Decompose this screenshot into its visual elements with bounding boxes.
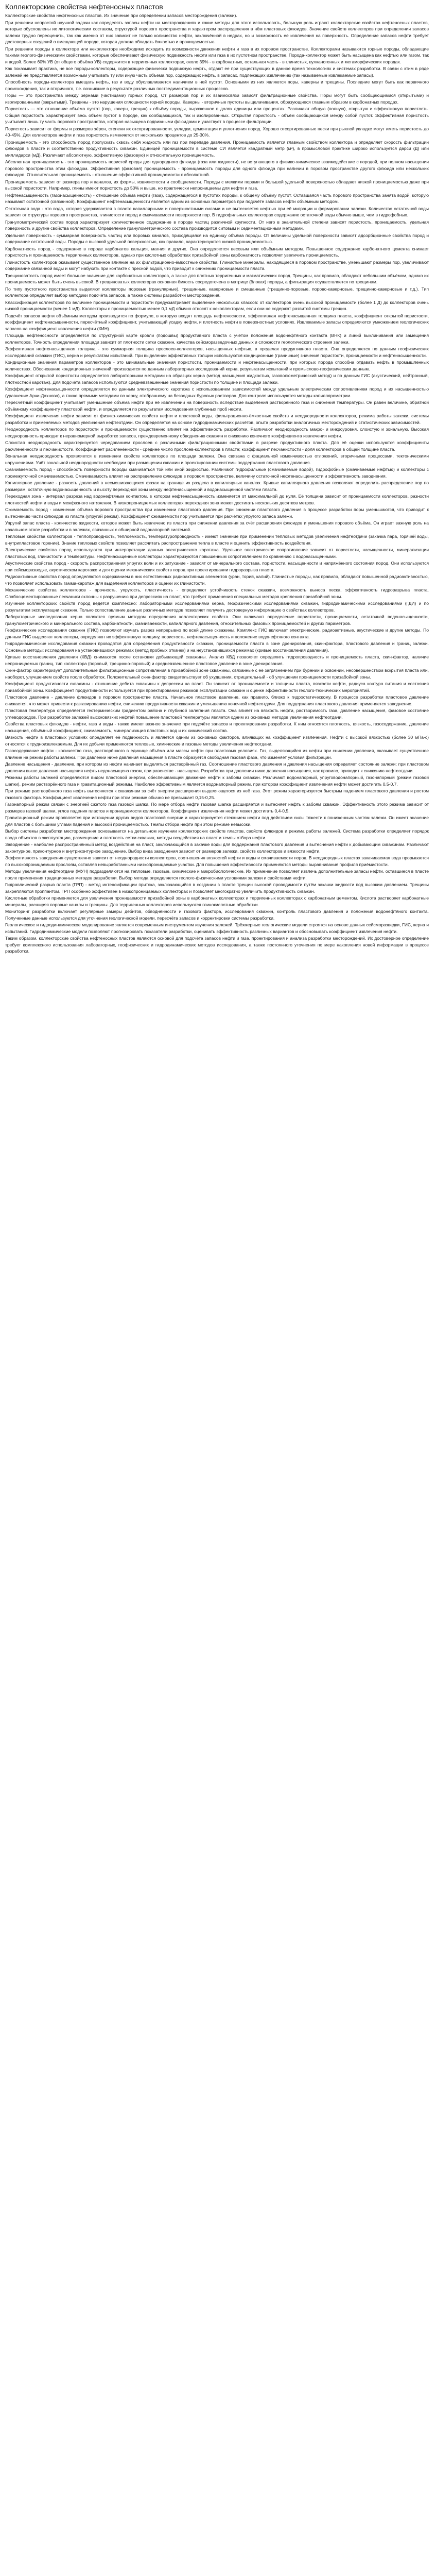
paragraph: Остаточная вода - это вода, которая удерживается в пласте капиллярными и поверхностными силами и не вытесняется нефтью при её миграции и формировании залежи. Количество остаточной воды зависит от структуры порового пространства, глинистости пород и смачиваемости поверхности пор. В гидрофильных коллекторах содержание остаточной воды обычно выше, чем в гидрофобных. [5, 206, 429, 217]
paragraph: Эффективность заводнения существенно зависит от неоднородности коллекторов, соотношения вязкостей нефти и воды и смачиваемости пород. В неоднородных пластах закачиваемая вода прорывается по высокопроницаемым прослоям, оставляя невыработанными низкопроницаемые участки. Для повышения эффективности применяются методы выравнивания профиля приёмистости. [5, 855, 429, 867]
paragraph: Коэффициент извлечения нефти зависит от физико-химических свойств нефти и пластовой воды, фильтрационно-ёмкостных свойств и неоднородности коллекторов, режима работы залежи, системы разработки и применяемых методов увеличения нефтеотдачи. Он определяется на основе гидродинамических расчётов, опыта разработки аналогичных месторождений и статистических зависимостей. [5, 413, 429, 425]
paragraph: Поры — это пространства между зёрнами (частицами) горных пород. От размеров пор и их взаимосвязи зависят фильтрационные свойства. Поры могут быть сообщающимися (открытыми) и изолированными (закрытыми). Трещины - это нарушения сплошности горной породы. Каверны - вторичные пустоты выщелачивания, образующиеся главным образом в карбонатных породах. [5, 93, 429, 105]
paragraph: Тепловые свойства коллекторов - теплопроводность, теплоёмкость, температуропроводность - имеют значение при применении тепловых методов увеличения нефтеотдачи (закачка пара, горячей воды, внутрипластовое горение). Знание тепловых свойств позволяет рассчитать распространение тепла в пласте и оценить эффективность воздействия. [5, 534, 429, 546]
paragraph: Геофизические исследования скважин (ГИС) позволяют изучать разрез непрерывно по всей длине скважины. Комплекс ГИС включает электрические, радиоактивные, акустические и другие методы. По данным ГИС выделяют коллекторы, определяют их эффективную толщину, пористость, нефтенасыщенность и положение водонефтяного контакта. [5, 628, 429, 639]
paragraph: Проницаемость зависит от размера пор и каналов, их формы, извилистости и сообщаемости. Породы с мелкими порами и большой удельной поверхностью обладают низкой проницаемостью даже при высокой пористости. Например, глины имеют пористость до 50% и выше, но практически непроницаемы для нефти и газа. [5, 179, 429, 191]
paragraph: Пористость зависит от формы и размеров зёрен, степени их отсортированности, укладки, цементации и уплотнения пород. Хорошо отсортированные пески при рыхлой укладке могут иметь пористость до 40-45%. Для коллекторов нефти и газа пористость изменяется от нескольких процентов до 25-30%. [5, 126, 429, 138]
paragraph: Капиллярное давление - разность давлений в несмешивающихся фазах на границе их раздела в капиллярных каналах. Кривые капиллярного давления позволяют определить распределение пор по размерам, остаточную водонасыщенность и высоту переходной зоны между нефтенасыщенной и водонасыщенной частями пласта. [5, 480, 429, 492]
paragraph: Зональная неоднородность проявляется в изменении свойств коллекторов по площади залежи. Она связана с фациальной изменчивостью отложений, вторичными процессами, тектоническими нарушениями. Учёт зональной неоднородности необходим при размещении скважин и проектировании системы поддержания пластового давления. [5, 453, 429, 465]
paragraph: Неоднородность коллекторов по пористости и проницаемости существенно влияет на эффективность разработки. Различают неоднородность макро- и микроуровня, слоистую и зональную. Высокая неоднородность приводит к неравномерной выработке запасов, преждевременному обводнению скважин и снижению конечного коэффициента извлечения нефти. [5, 427, 429, 438]
paragraph: Выбор системы разработки месторождения основывается на детальном изучении коллекторских свойств пластов, свойств флюидов и режима работы залежей. Система разработки определяет порядок ввода объектов в эксплуатацию, размещение и плотность сетки скважин, методы воздействия на пласт и темпы отбора нефти. [5, 828, 429, 840]
paragraph: Электрические свойства пород используются при интерпретации данных электрического каротажа. Удельное электрическое сопротивление зависит от пористости, насыщенности, минерализации пластовых вод, глинистости и температуры. Нефтенасыщенные коллекторы характеризуются повышенным сопротивлением по сравнению с водонасыщенными. [5, 547, 429, 559]
paragraph: Гидравлический разрыв пласта (ГРП) - метод интенсификации притока, заключающийся в создании в пласте трещин высокой проводимости путём закачки жидкости под высоким давлением. Трещины закрепляются проппантом. ГРП особенно эффективен в низкопроницаемых коллекторах и позволяет многократно увеличить продуктивность скважин. [5, 882, 429, 894]
paragraph: Гидродинамические исследования скважин проводятся для определения продуктивности скважин, проницаемости пласта в зоне дренирования, скин-фактора, пластового давления и границ залежи. Основные методы: исследования на установившихся режимах (метод пробных откачек) и на неустановившихся режимах (кривые восстановления давления). [5, 641, 429, 653]
paragraph: Радиоактивные свойства пород определяются содержанием в них естественных радиоактивных элементов (уран, торий, калий). Глинистые породы, как правило, обладают повышенной радиоактивностью, что позволяет использовать гамма-каротаж для выделения коллекторов и оценки их глинистости. [5, 574, 429, 586]
paragraph: Слоистая неоднородность характеризуется чередованием прослоев с различными фильтрационными свойствами в разрезе продуктивного пласта. Для её оценки используются коэффициенты расчленённости и песчанистости. Коэффициент расчленённости - среднее число прослоев-коллекторов в пласте; коэффициент песчанистости - доля коллекторов в общей толщине пласта. [5, 440, 429, 452]
document-page [0, 0, 436, 960]
paragraph: Нефтенасыщенность (газонасыщенность) - отношение объёма нефти (газа), содержащегося в пустотах породы, к общему объёму пустот. Оставшаяся часть порового пространства занята водой, которую называют остаточной (связанной). Коэффициент нефтенасыщенности является одним из основных параметров при подсчёте запасов нефти объёмным методом. [5, 192, 429, 204]
paragraph: Скин-фактор характеризует дополнительные фильтрационные сопротивления в призабойной зоне скважины, связанные с её загрязнением при бурении и освоении, несовершенством вскрытия пласта или, наоборот, улучшением свойств после обработок. Положительный скин-фактор свидетельствует об ухудшении, отрицательный - об улучшении проницаемости призабойной зоны. [5, 668, 429, 680]
paragraph: Классификация коллекторов по величине проницаемости и пористости предусматривает выделение нескольких классов: от коллекторов очень высокой проницаемости (более 1 Д) до коллекторов очень низкой проницаемости (менее 1 мД). Коллекторы с проницаемостью менее 0,1 мД обычно относят к неколлекторам, если они не содержат развитой системы трещин. [5, 299, 429, 311]
paragraph: Методы увеличения нефтеотдачи (МУН) подразделяются на тепловые, газовые, химические и микробиологические. Их применение позволяет извлечь дополнительные запасы нефти, оставшиеся в пласте после применения традиционных методов разработки. Выбор метода определяется геолого-физическими условиями залежи и свойствами нефти. [5, 869, 429, 880]
paragraph: Изучение коллекторских свойств пород ведётся комплексно: лабораторными исследованиями керна, геофизическими исследованиями скважин, гидродинамическими исследованиями (ГДИ) и по результатам эксплуатации скважин. Только сопоставление данных различных методов позволяет получить достоверную информацию о свойствах коллекторов. [5, 601, 429, 613]
paragraph: Кондиционные значения параметров коллекторов - это минимальные значения пористости, проницаемости и нефтенасыщенности, при которых порода способна отдавать нефть в промышленных количествах. Обоснование кондиционных значений производится по данным лабораторных исследований керна, результатам испытаний и промыслово-геофизическим данным. [5, 360, 429, 371]
paragraph: Коллекторские свойства нефтеносных пластов. Их значение при определении запасов месторождения (залежи). [5, 13, 237, 18]
paragraph: Пластовое давление - давление флюидов в поровом пространстве пласта. Начальное пластовое давление, как правило, близко к гидростатическому. В процессе разработки пластовое давление снижается, что может привести к разгазированию нефти, снижению продуктивности скважин и уменьшению конечной нефтеотдачи. Для поддержания пластового давления применяется заводнение. [5, 694, 429, 706]
paragraph: Гранулометрический состав пород характеризует количественное содержание в породе частиц различной крупности. От него в значительной степени зависят пористость, проницаемость, удельная поверхность и другие свойства коллекторов. Определение гранулометрического состава производится ситовым и седиментационным методами. [5, 219, 429, 231]
paragraph: Глинистость коллекторов оказывает существенное влияние на их фильтрационно-ёмкостные свойства. Глинистые минералы, находящиеся в поровом пространстве, уменьшают размеры пор, увеличивают содержание связанной воды и могут набухать при контакте с пресной водой, что приводит к снижению проницаемости пласта. [5, 259, 429, 271]
paragraph: Механические свойства коллекторов - прочность, упругость, пластичность - определяют устойчивость стенок скважин, возможность выноса песка, эффективность гидроразрыва пласта. Слабосцементированные песчаники склонны к разрушению при депрессиях на пласт, что требует применения специальных методов крепления призабойной зоны. [5, 587, 429, 599]
paragraph: Площадь нефтеносности определяется по структурной карте кровли (подошвы) продуктивного пласта с учётом положения водонефтяного контакта (ВНК) и линий выклинивания или замещения коллекторов. Точность определения площади зависит от плотности сетки скважин, качества сейсморазведочных данных и сложности геологического строения залежи. [5, 333, 429, 345]
paragraph: Геологическое и гидродинамическое моделирование является современным инструментом изучения залежей. Трёхмерные геологические модели строятся на основе данных сейсморазведки, ГИС, керна и испытаний. Гидродинамические модели позволяют прогнозировать показатели разработки, оценивать эффективность различных вариантов и обосновывать коэффициент извлечения нефти. [5, 922, 429, 934]
paragraph: Свойства пластовых флюидов - нефти, газа и воды - также имеют важное значение при подсчёте запасов и проектировании разработки. К ним относятся плотность, вязкость, газосодержание, давление насыщения, объёмный коэффициент, сжимаемость, минерализация пластовых вод и их химический состав. [5, 721, 429, 733]
paragraph: Таким образом, коллекторские свойства нефтеносных пластов являются основой для подсчёта запасов нефти и газа, проектирования и анализа разработки месторождений. Их достоверное определение требует комплексного использования лабораторных, геофизических и гидродинамических методов исследования, а также постоянного уточнения по мере накопления новой информации в процессе разработки. [5, 936, 429, 954]
paragraph: При решении породы в коллекторе или неколлекторе необходимо исходить из возможности движения нефти и газа в их поровом пространстве. Коллекторами называются горные породы, обладающие такими геолого-физическими свойствами, которые обеспечивают физическую подвижность нефти или газа в их пустотном пространстве. Порода-коллектор может быть насыщена как нефтью или газом, так и водой. Более 60% УВ (от общего объёма УВ) содержится в терригенных коллекторах, около 39% - в карбонатных, остальная часть - в глинистых, вулканогенных и метаморфических породах. [5, 46, 429, 64]
paragraph: Трещиноватость пород имеет большое значение для карбонатных коллекторов, а также для плотных терригенных и магматических пород. Трещины, как правило, обладают небольшим объёмом, однако их проницаемость может быть очень высокой. В трещиноватых коллекторах основная ёмкость сосредоточена в матрице (блоках) породы, а фильтрация осуществляется по трещинам. [5, 273, 429, 284]
paragraph: Гравитационный режим проявляется при истощении других видов пластовой энергии и характеризуется стеканием нефти под действием силы тяжести к пониженным частям залежи. Он имеет значение для пластов с большими углами падения и высокой проницаемостью. Темпы отбора нефти при этом режиме невысоки. [5, 815, 429, 827]
paragraph: Эффективная нефтенасыщенная толщина - это суммарная толщина прослоев-коллекторов, насыщенных нефтью, в пределах продуктивного пласта. Она определяется по данным геофизических исследований скважин (ГИС), керна и результатам испытаний. При выделении эффективных толщин используются кондиционные (граничные) значения пористости, проницаемости и нефтенасыщенности. [5, 346, 429, 358]
paragraph: Карбонатность пород - содержание в породе карбонатов кальция, магния и других. Она определяется весовым или объёмным методом. Повышенное содержание карбонатного цемента снижает пористость и проницаемость терригенных коллекторов, однако при кислотных обработках призабойной зоны карбонатность позволяет увеличить проницаемость. [5, 246, 429, 258]
paragraph: Пористость — это отношение объёма пустот (пор, каверн, трещин) к объёму породы, выраженное в долях единицы или процентах. Различают общую (полную), открытую и эффективную пористость. Общая пористость характеризует весь объём пустот в породе, как сообщающихся, так и изолированных. Открытая пористость - объём сообщающихся между собой пустот. Эффективная пористость учитывает лишь ту часть порового пространства, которая насыщена подвижными флюидами и участвует в процессе фильтрации. [5, 106, 429, 124]
paragraph: Сжимаемость пород - изменение объёма порового пространства при изменении пластового давления. При снижении пластового давления в процессе разработки поры уменьшаются, что приводит к вытеснению части флюидов из пласта (упругий режим). Коэффициент сжимаемости пор учитывается при расчётах упругого запаса залежи. [5, 507, 429, 519]
paragraph: Упругий запас пласта - количество жидкости, которое может быть извлечено из пласта при снижении давления за счёт расширения флюидов и уменьшения порового объёма. Он играет важную роль на начальном этапе разработки и в залежах, связанных с обширной водонапорной системой. [5, 520, 429, 532]
paragraph: Смачиваемость пород - способность поверхности породы смачиваться той или иной жидкостью. Различают гидрофильные (смачиваемые водой), гидрофобные (смачиваемые нефтью) и коллекторы с промежуточной смачиваемостью. Смачиваемость влияет на распределение флюидов в поровом пространстве, величину остаточной нефтенасыщенности и эффективность заводнения. [5, 467, 429, 479]
paragraph: При режиме растворённого газа нефть вытесняется к скважинам за счёт энергии расширения выделяющегося из неё газа. Этот режим характеризуется быстрым падением пластового давления и ростом газового фактора. Коэффициент извлечения нефти при этом режиме обычно не превышает 0,15-0,25. [5, 788, 429, 800]
paragraph: Газонапорный режим связан с энергией сжатого газа газовой шапки. По мере отбора нефти газовая шапка расширяется и вытесняет нефть к забоям скважин. Эффективность этого режима зависит от размеров газовой шапки, углов падения пластов и проницаемости коллекторов. Коэффициент извлечения нефти может достигать 0,4-0,5. [5, 802, 429, 814]
article-body [5, 12, 429, 955]
paragraph: Коэффициент открытой пористости определяется лабораторными методами на образцах керна (метод насыщения жидкостью, газоволюметрический метод) и по данным ГИС (акустический, нейтронный, плотностной каротаж). Для подсчёта запасов используются средневзвешенные значения пористости по толщине и площади залежи. [5, 373, 429, 385]
page-title: Коллекторские свойства нефтеносных пластов [5, 3, 163, 11]
paragraph: Мониторинг разработки включает регулярные замеры дебитов, обводнённости и газового фактора, исследования скважин, контроль пластового давления и положения водонефтяного контакта. Полученные данные используются для уточнения геологической модели, пересчёта запасов и корректировки системы разработки. [5, 909, 429, 921]
paragraph: Коэффициент нефтенасыщенности определяется по данным электрического каротажа с использованием зависимостей между удельным электрическим сопротивлением пород и их насыщенностью (уравнение Арчи-Дахнова), а также прямыми методами по керну, отобранному на безводных буровых растворах. Для контроля используются методы капиллярометрии. [5, 386, 429, 398]
paragraph: Акустические свойства пород - скорость распространения упругих волн и их затухание - зависят от минерального состава, пористости, насыщенности и напряжённого состояния пород. Они используются при сейсморазведке, акустическом каротаже и для оценки механических свойств пород при проектировании гидроразрыва пласта. [5, 561, 429, 572]
paragraph: Режимы работы залежей определяются видом пластовой энергии, обеспечивающей движение нефти к забоям скважин. Различают водонапорный, упруговодонапорный, газонапорный (режим газовой шапки), режим растворённого газа и гравитационный режимы. Наиболее эффективным является водонапорный режим, при котором коэффициент извлечения нефти может достигать 0,5-0,7. [5, 775, 429, 787]
paragraph: Кривые восстановления давления (КВД) снимаются после остановки добывающей скважины. Анализ КВД позволяет определить гидропроводность и проницаемость пласта, скин-фактор, наличие непроницаемых границ, тип коллектора (поровый, трещинно-поровый) и средневзвешенное пластовое давление в зоне дренирования. [5, 654, 429, 666]
paragraph: Пересчётный коэффициент учитывает уменьшение объёма нефти при её извлечении на поверхность вследствие выделения растворённого газа и снижения температуры. Он равен величине, обратной объёмному коэффициенту пластовой нефти, и определяется по результатам исследования глубинных проб нефти. [5, 400, 429, 412]
paragraph: Заводнение - наиболее распространённый метод воздействия на пласт, заключающийся в закачке воды для поддержания пластового давления и вытеснения нефти к добывающим скважинам. Различают законтурное, приконтурное и внутриконтурное заводнение. Выбор вида заводнения зависит от размеров залежи, свойств коллекторов и вязкости нефти. [5, 842, 429, 854]
paragraph: Удельная поверхность - суммарная поверхность частиц или поровых каналов, приходящаяся на единицу объёма породы. От величины удельной поверхности зависят адсорбционные свойства пород и содержание остаточной воды. Породы с высокой удельной поверхностью, как правило, характеризуются низкой проницаемостью. [5, 232, 429, 244]
paragraph: Вязкость нефти в пластовых условиях определяет её подвижность и является одним из основных факторов, влияющих на коэффициент извлечения. Нефти с высокой вязкостью (более 30 мПа·с) относятся к трудноизвлекаемым. Для их добычи применяются тепловые, химические и газовые методы увеличения нефтеотдачи. [5, 735, 429, 747]
paragraph: Коэффициент продуктивности скважины - отношение дебита скважины к депрессии на пласт. Он зависит от проницаемости и толщины пласта, вязкости нефти, радиуса контура питания и состояния призабойной зоны. Коэффициент продуктивности используется при проектировании режимов эксплуатации скважин и оценке эффективности геолого-технических мероприятий. [5, 681, 429, 693]
paragraph: Пластовая температура определяется геотермическим градиентом района и глубиной залегания пласта. Она влияет на вязкость нефти, растворимость газа, давление насыщения, фазовое состояние углеводородов. При разработке залежей высоковязких нефтей повышение пластовой температуры является одним из основных методов увеличения нефтеотдачи. [5, 708, 429, 720]
paragraph: По типу пустотного пространства выделяют коллекторы поровые (гранулярные), трещинные, каверновые и смешанные (трещинно-поровые, порово-каверновые, трещинно-каверновые и т.д.). Тип коллектора определяет выбор методики подсчёта запасов, а также системы разработки месторождения. [5, 286, 429, 298]
paragraph: Способность породы-коллектора вмещать нефть, газ и воду обуславливается наличием в ней пустот. Основными из них являются поры, каверны и трещины. Последние могут быть как первичного происхождения, так и вторичного, т.е. возникшие в результате различных постседиментационных процессов. [5, 79, 429, 91]
paragraph: Давление насыщения - давление, при котором из нефти начинает выделяться растворённый газ. Соотношение пластового давления и давления насыщения определяет состояние залежи: при пластовом давлении выше давления насыщения нефть недонасыщена газом, при равенстве - насыщена. Разработка при давлении ниже давления насыщения, как правило, приводит к снижению нефтеотдачи. [5, 761, 429, 773]
paragraph: Проницаемость - это способность пород пропускать сквозь себя жидкость или газ при перепаде давления. Проницаемость является главным свойством коллектора и определяет скорость фильтрации флюидов в пласте и соответственно продуктивность скважин. Единицей проницаемости в системе СИ является квадратный метр (м²), в промысловой практике широко используется дарси (Д) или миллидарси (мД). Различают абсолютную, эффективную (фазовую) и относительную проницаемость. [5, 139, 429, 158]
paragraph: Абсолютная проницаемость - это проницаемость пористой среды для однородного флюида (газа или жидкости), не вступающего в физико-химическое взаимодействие с породой, при полном насыщении порового пространства этим флюидом. Эффективная (фазовая) проницаемость - проницаемость породы для одного флюида при наличии в поровом пространстве другого флюида или нескольких флюидов. Относительная проницаемость - отношение эффективной проницаемости к абсолютной. [5, 159, 429, 177]
paragraph: Переходная зона - интервал разреза над водонефтяным контактом, в котором нефтенасыщенность изменяется от максимальной до нуля. Её толщина зависит от проницаемости коллекторов, разности плотностей нефти и воды и межфазного натяжения. В низкопроницаемых коллекторах переходная зона может достигать нескольких десятков метров. [5, 494, 429, 505]
paragraph: Газосодержание нефти - количество газа, растворённого в единице объёма или массы нефти при пластовых условиях. Газ, выделяющийся из нефти при снижении давления, оказывает существенное влияние на режим работы залежи. При давлении ниже давления насыщения в пласте образуется свободная газовая фаза, что изменяет условия фильтрации. [5, 748, 429, 760]
paragraph: Как показывает практика, не все породы-коллекторы, содержащие физически подвижную нефть, отдают ее при существующих в данное время технологиях и системах разработки. В связи с этим в ряде залежей не представляется возможным учитывать ту или иную часть объема пор, содержащих нефть, в запасах, подлежащих извлечению (так называемые извлекаемые запасы). [5, 66, 429, 78]
paragraph: Лабораторные исследования керна являются прямым методом определения коллекторских свойств. Они включают определение пористости, проницаемости, остаточной водонасыщенности, гранулометрического и минерального состава, карбонатности, смачиваемости, капиллярного давления, относительных фазовых проницаемостей и других параметров. [5, 614, 429, 626]
paragraph: Подсчёт запасов нефти объёмным методом производится по формуле, в которую входят площадь нефтеносности, эффективная нефтенасыщенная толщина пласта, коэффициент открытой пористости, коэффициент нефтенасыщенности, пересчётный коэффициент, учитывающий усадку нефти, и плотность нефти в поверхностных условиях. Извлекаемые запасы определяются умножением геологических запасов на коэффициент извлечения нефти (КИН). [5, 313, 429, 331]
paragraph: При решении непростой научной задачи как определять запасы нефти на месторождениях и какие методы для этого использовать, большую роль играют коллекторские свойства нефтеносных пластов, которые обусловлены их литологическим составом, структурой порового пространства и характером распределения в нём пластовых флюидов. Значение свойств коллекторов при определении запасов залежи трудно переоценить, так как именно от них зависит не только количество нефти, заключённой в недрах, но и возможность её извлечения на поверхность. Определение запасов нефти требует достоверных сведений о вмещающей породе, которая должна обладать ёмкостью и проницаемостью. [5, 20, 429, 44]
paragraph: Кислотные обработки применяются для увеличения проницаемости призабойной зоны в карбонатных коллекторах и терригенных коллекторах с карбонатным цементом. Кислота растворяет карбонатные минералы, расширяя поровые каналы и трещины. Для терригенных коллекторов используются глинокислотные обработки. [5, 895, 429, 907]
